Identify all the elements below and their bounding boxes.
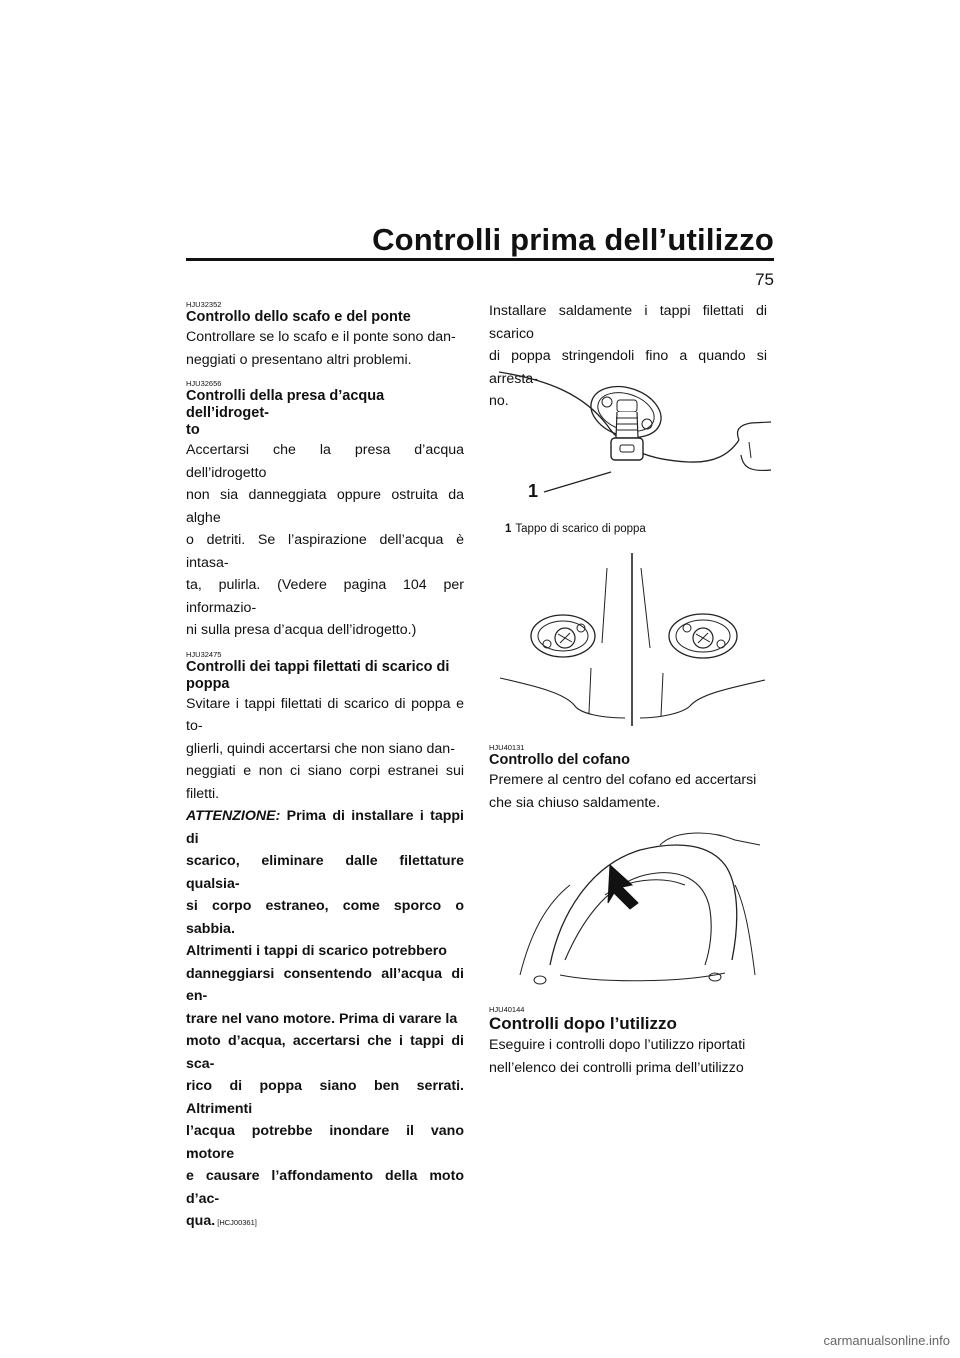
callout-1: 1	[528, 481, 539, 501]
section-title-hood: Controllo del cofano	[489, 752, 630, 768]
section-title-intake: Controlli della presa d’acqua dell’idroget- to	[186, 388, 385, 438]
drain-plugs-rear-illustration	[495, 548, 775, 728]
attention-label: ATTENZIONE:	[186, 808, 281, 824]
section-title-drain-plugs: Controlli dei tappi filettati di scarico di poppa	[186, 658, 450, 692]
section-title-after-use: Controlli dopo l’utilizzo	[489, 1014, 677, 1033]
section-code: HJU40131	[489, 743, 525, 752]
section-body-after-use: Eseguire i controlli dopo l’utilizzo riportati nell’elenco dei controlli prima dell’utilizzo	[489, 1037, 746, 1076]
attention-code: [HCJ00361]	[215, 1218, 257, 1227]
page-number: 75	[755, 270, 774, 289]
left-column	[186, 300, 464, 1235]
page-title: Controlli prima dell’utilizzo	[372, 222, 774, 257]
header-rule	[186, 258, 774, 261]
section-body-hood: Premere al centro del cofano ed accertarsi che sia chiuso saldamente.	[489, 772, 757, 811]
section-hood	[489, 743, 767, 814]
section-code: HJU40144	[489, 1005, 525, 1014]
section-after-use	[489, 1005, 767, 1079]
hood-press-illustration	[510, 825, 765, 995]
figure-caption: 1 Tappo di scarico di poppa	[505, 523, 646, 535]
section-body-hull: Controllare se lo scafo e il ponte sono dan- neggiati o presentano altri problemi.	[186, 329, 456, 368]
section-body-drain-plugs: Svitare i tappi filettati di scarico di poppa e to- glierli, quindi accertarsi che non siano dan- neggiati e non ci siano corpi estranei sui filetti.	[186, 695, 464, 802]
section-title-hull: Controllo dello scafo e del ponte	[186, 309, 411, 325]
section-body-intake: Accertarsi che la presa d’acqua dell’idrogetto non sia danneggiata oppure ostruita da alghe o detriti. Se l’aspirazione dell’acqua è intasa- ta, pulirla. (Vedere pagina 104 per informazio- ni sulla presa d’acqua dell’idrogetto.)	[186, 442, 464, 638]
section-code: HJU32656	[186, 379, 222, 388]
section-code: HJU32475	[186, 649, 222, 659]
watermark: carmanualsonline.info	[823, 1333, 950, 1348]
right-column-intro: Installare saldamente i tappi filettati di scarico di poppa stringendoli fino a quando si arresta- no.	[489, 303, 767, 409]
attention-notice: ATTENZIONE: Prima di installare i tappi di scarico, eliminare dalle filettature qualsia- si corpo estraneo, come sporco o sabbia. Altrimenti i tappi di scarico potrebbero danneggiarsi consentendo all’acqua di en- trare nel vano motore. Prima di varare la moto d’acqua, accertarsi che i tappi di sca- rico di poppa siano ben serrati. Altrimenti l’acqua potrebbe inondare il vano motore e causare l’affondamento della moto d’ac- qua. [HCJ00361]	[186, 808, 464, 1229]
section-code: HJU32352	[186, 300, 222, 309]
